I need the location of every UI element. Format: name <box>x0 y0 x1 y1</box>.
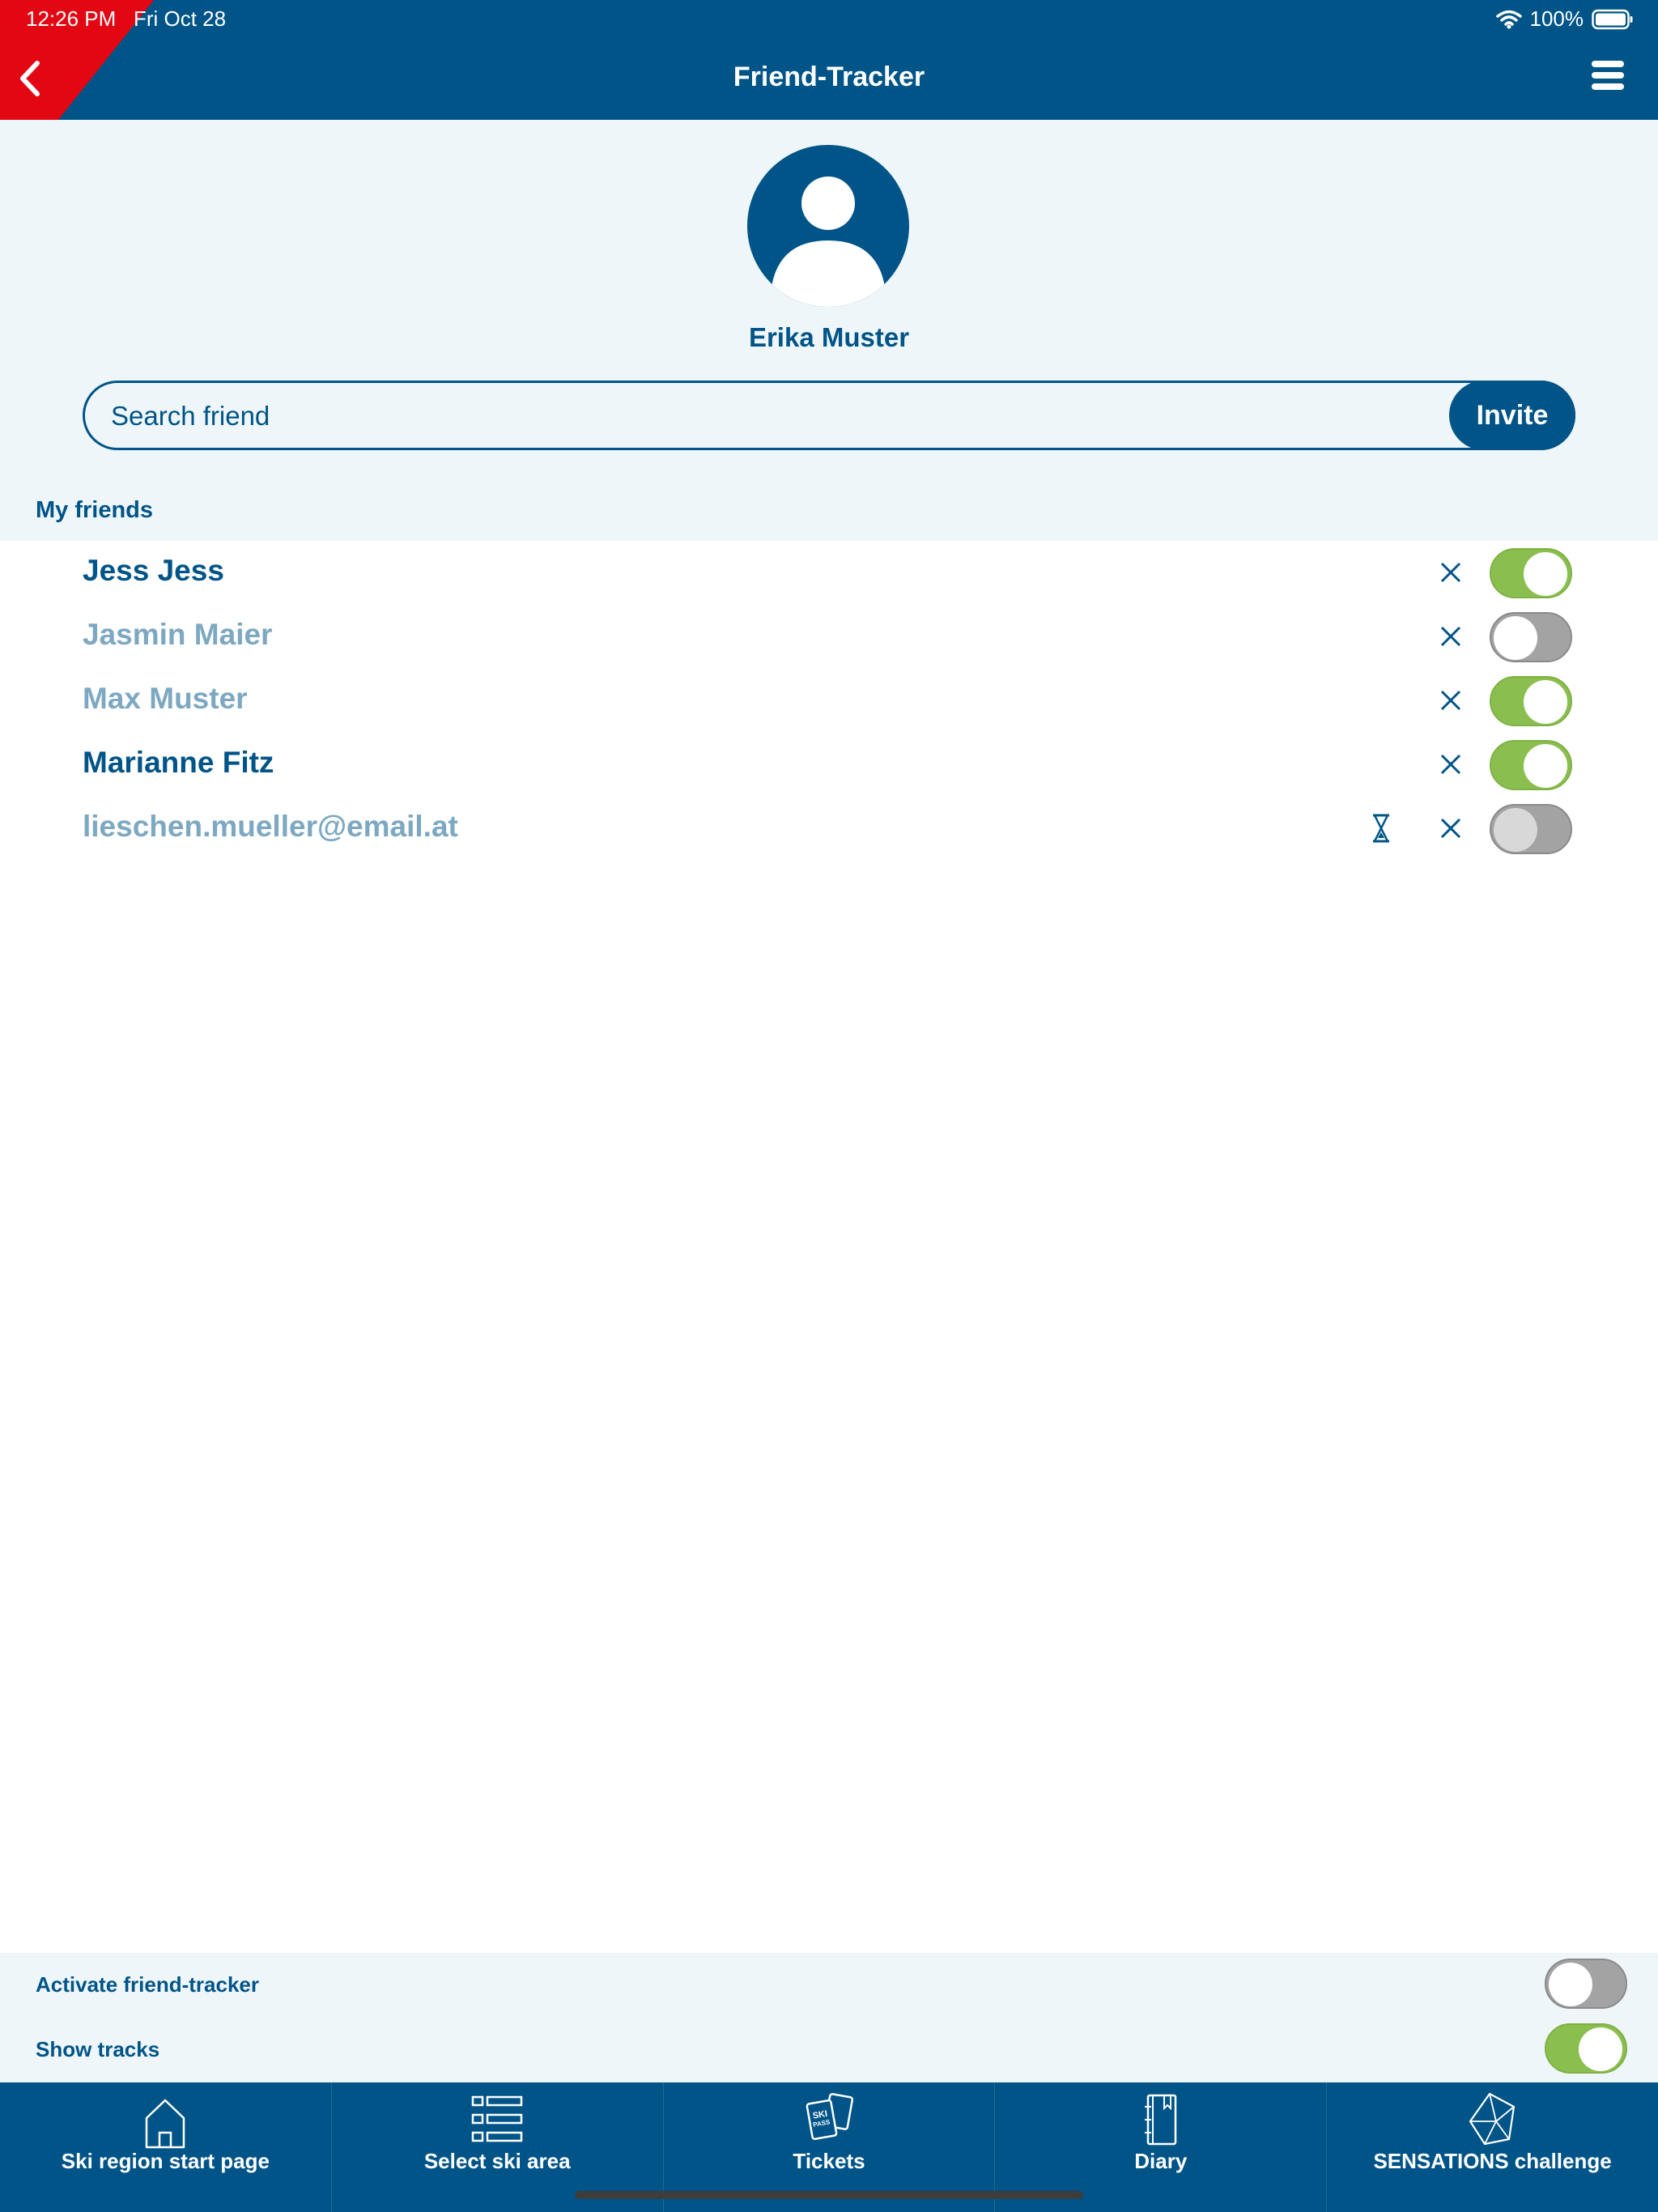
close-icon <box>1442 819 1460 837</box>
list-item <box>0 541 1658 605</box>
show-tracks-label: Show tracks <box>36 2037 160 2061</box>
friend-tracking-toggle[interactable] <box>1490 740 1572 790</box>
friend-email: lieschen.mueller@email.at <box>83 810 458 843</box>
wifi-icon <box>1496 10 1522 29</box>
profile-section <box>0 120 1658 541</box>
friend-name: Marianne Fitz <box>83 746 274 779</box>
toggle-knob <box>1494 808 1537 852</box>
list-item <box>0 669 1658 733</box>
invite-button[interactable]: Invite <box>1449 381 1575 450</box>
activate-friend-tracker-toggle[interactable] <box>1545 1959 1627 2009</box>
toggle-knob <box>1494 616 1537 660</box>
list-item <box>0 605 1658 669</box>
friends-list <box>0 541 1658 861</box>
menu-button[interactable] <box>1590 58 1626 92</box>
remove-friend-button[interactable] <box>1436 750 1465 779</box>
tab-sensations-challenge[interactable] <box>1327 2082 1658 2212</box>
status-bar-right <box>1496 6 1635 32</box>
close-icon <box>1442 691 1460 709</box>
tab-label: Select ski area <box>423 2149 571 2173</box>
list-item <box>0 797 1658 861</box>
tab-label: Tickets <box>793 2149 865 2173</box>
page-title: Friend-Tracker <box>733 62 925 92</box>
notebook-icon <box>1129 2091 1193 2149</box>
ski-pass-icon <box>797 2091 861 2149</box>
show-tracks-toggle[interactable] <box>1545 2023 1627 2074</box>
avatar <box>747 145 909 307</box>
polyhedron-icon <box>1460 2091 1525 2149</box>
toggle-knob <box>1524 552 1567 596</box>
friend-tracking-toggle[interactable] <box>1490 676 1572 726</box>
home-indicator[interactable] <box>575 2191 1083 2199</box>
tab-label: SENSATIONS challenge <box>1373 2149 1612 2173</box>
tab-label: Ski region start page <box>61 2149 270 2173</box>
svg-text:PASS: PASS <box>812 2118 831 2129</box>
status-time: 12:26 PM <box>26 6 117 31</box>
battery-percentage: 100% <box>1529 6 1584 31</box>
house-icon <box>133 2091 198 2149</box>
remove-friend-button[interactable] <box>1436 622 1465 651</box>
activate-friend-tracker-label: Activate friend-tracker <box>36 1972 259 1997</box>
search-bar <box>83 381 1575 450</box>
hourglass-icon <box>1370 813 1392 844</box>
user-icon <box>747 145 909 307</box>
remove-friend-button[interactable] <box>1436 686 1465 715</box>
list-item <box>0 733 1658 797</box>
toggle-knob <box>1549 1963 1592 2006</box>
battery-icon <box>1592 9 1634 30</box>
app-header <box>0 0 1658 120</box>
activate-friend-tracker-row <box>0 1953 1658 2018</box>
close-icon <box>1442 627 1460 645</box>
status-date: Fri Oct 28 <box>133 6 227 31</box>
tracker-settings <box>0 1953 1658 2082</box>
remove-friend-button[interactable] <box>1436 814 1465 843</box>
toggle-knob <box>1524 744 1567 788</box>
friend-tracking-toggle[interactable] <box>1490 804 1572 854</box>
friend-name: Jasmin Maier <box>83 618 273 651</box>
friend-name: Max Muster <box>83 682 248 715</box>
my-friends-heading: My friends <box>36 497 154 523</box>
friend-name: Jess Jess <box>83 554 224 587</box>
list-icon <box>465 2091 529 2149</box>
show-tracks-row <box>0 2018 1658 2082</box>
search-friend-input[interactable] <box>109 383 1408 449</box>
close-icon <box>1442 564 1460 581</box>
status-bar-time <box>26 6 226 32</box>
hamburger-icon <box>1592 61 1624 90</box>
close-icon <box>1442 755 1460 773</box>
toggle-knob <box>1579 2027 1622 2071</box>
profile-name: Erika Muster <box>748 322 910 352</box>
tab-ski-region-start-page[interactable] <box>0 2082 332 2212</box>
friend-tracking-toggle[interactable] <box>1490 548 1572 598</box>
tab-label: Diary <box>1134 2149 1188 2173</box>
svg-text:SKI: SKI <box>811 2108 829 2121</box>
friend-tracking-toggle[interactable] <box>1490 612 1572 662</box>
toggle-knob <box>1524 680 1567 724</box>
remove-friend-button[interactable] <box>1436 558 1465 587</box>
